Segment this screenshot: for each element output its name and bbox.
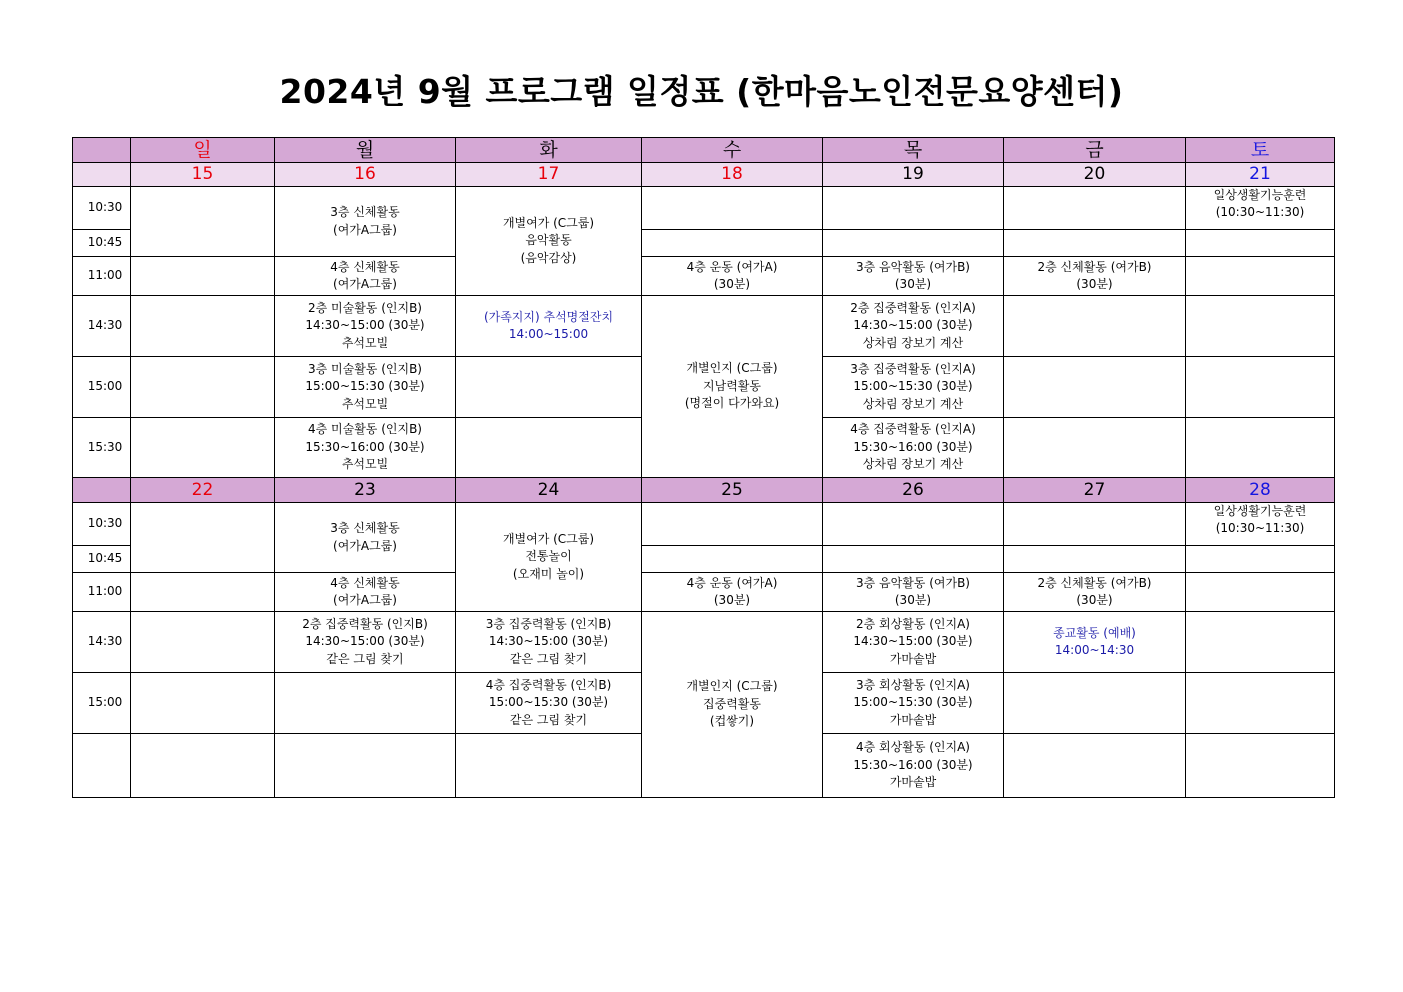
week1-date-row	[73, 163, 1335, 187]
date-blank	[73, 478, 131, 503]
schedule-cell	[131, 673, 275, 734]
schedule-cell	[131, 418, 275, 478]
schedule-cell	[1186, 187, 1335, 230]
schedule-cell	[456, 612, 642, 673]
time-label: 15:30	[73, 418, 131, 478]
schedule-cell	[1004, 230, 1186, 257]
time-label: 10:30	[73, 187, 131, 230]
event-text: (오재미 놀이)	[512, 566, 585, 581]
schedule-cell	[275, 503, 456, 573]
schedule-cell	[823, 734, 1004, 798]
table-row	[73, 296, 1335, 357]
table-row	[73, 573, 1335, 612]
schedule-cell	[456, 418, 642, 478]
event-text: 2층 미술활동 (인지B)	[307, 300, 422, 315]
schedule-cell	[456, 357, 642, 418]
event-text: 종교활동 (예배)	[1053, 625, 1136, 640]
schedule-cell	[1004, 573, 1186, 612]
event-text: 3층 음악활동 (여가B)	[855, 259, 970, 274]
schedule-cell	[1186, 230, 1335, 257]
event-text: 2층 신체활동 (여가B)	[1037, 575, 1152, 590]
event-text: 15:00~15:30 (30분)	[853, 379, 973, 394]
event-text: 14:30~15:00 (30분)	[853, 318, 973, 333]
schedule-cell	[1004, 546, 1186, 573]
schedule-cell	[456, 296, 642, 357]
event-text: 2층 집중력활동 (인지B)	[302, 616, 428, 631]
time-label: 11:00	[73, 573, 131, 612]
table-row	[73, 187, 1335, 230]
schedule-cell	[1004, 257, 1186, 296]
schedule-cell	[456, 673, 642, 734]
schedule-cell	[1186, 612, 1335, 673]
schedule-cell	[275, 673, 456, 734]
event-text: (30분)	[713, 593, 751, 607]
schedule-cell	[1186, 573, 1335, 612]
event-text: (여가A그룹)	[333, 593, 397, 607]
schedule-cell	[131, 734, 275, 798]
day-friday: 금	[1004, 138, 1186, 163]
event-text: 4층 운동 (여가A)	[686, 575, 778, 590]
date-cell: 21	[1186, 163, 1335, 187]
schedule-cell	[456, 187, 642, 296]
schedule-cell	[131, 503, 275, 573]
page-title: 2024년 9월 프로그램 일정표 (한마음노인전문요양센터)	[279, 72, 1124, 111]
event-text: 가마솥밥	[889, 712, 937, 727]
schedule-cell	[823, 546, 1004, 573]
event-text: 14:30~15:00 (30분)	[305, 318, 425, 333]
event-text: (음악감상)	[520, 250, 577, 265]
schedule-cell	[131, 296, 275, 357]
schedule-cell	[275, 187, 456, 257]
date-cell: 18	[642, 163, 823, 187]
schedule-cell	[823, 612, 1004, 673]
schedule-cell	[1186, 734, 1335, 798]
event-text: 음악활동	[525, 233, 572, 248]
schedule-cell	[823, 230, 1004, 257]
event-text: 4층 집중력활동 (인지A)	[850, 422, 976, 437]
schedule-cell	[642, 612, 823, 798]
event-text: 14:30~15:00 (30분)	[488, 634, 609, 649]
event-text: 2층 집중력활동 (인지A)	[850, 300, 976, 315]
schedule-cell	[823, 257, 1004, 296]
event-text: (30분)	[713, 277, 751, 291]
date-cell: 20	[1004, 163, 1186, 187]
table-row	[73, 503, 1335, 546]
week2-date-row	[73, 478, 1335, 503]
time-label: 10:45	[73, 546, 131, 573]
event-text: 같은 그림 찾기	[509, 712, 588, 727]
date-cell: 22	[131, 478, 275, 503]
event-text: 추석모빌	[341, 335, 389, 350]
event-text: 일상생활기능훈련	[1213, 188, 1307, 202]
schedule-cell	[1004, 296, 1186, 357]
event-text: (10:30~11:30)	[1215, 205, 1305, 220]
event-text: 가마솥밥	[889, 775, 937, 790]
event-text: 가마솥밥	[889, 651, 937, 666]
schedule-cell	[823, 673, 1004, 734]
schedule-cell	[131, 187, 275, 257]
date-cell: 19	[823, 163, 1004, 187]
schedule-cell	[1186, 418, 1335, 478]
schedule-cell	[275, 418, 456, 478]
schedule-cell	[1186, 503, 1335, 546]
day-thursday: 목	[823, 138, 1004, 163]
schedule-cell	[275, 257, 456, 296]
event-text: 14:00~14:30	[1054, 643, 1135, 657]
event-text: 개별여가 (C그룹)	[502, 531, 595, 546]
event-text: (여가A그룹)	[333, 277, 397, 291]
date-cell: 15	[131, 163, 275, 187]
event-text: (30분)	[894, 593, 932, 607]
date-cell: 27	[1004, 478, 1186, 503]
schedule-cell	[1186, 673, 1335, 734]
date-cell: 24	[456, 478, 642, 503]
table-row	[73, 612, 1335, 673]
time-label: 11:00	[73, 257, 131, 296]
event-text: 15:00~15:30 (30분)	[853, 695, 973, 710]
event-text: (30분)	[1076, 277, 1113, 291]
schedule-cell	[1186, 546, 1335, 573]
schedule-cell	[1186, 296, 1335, 357]
event-text: (가족지지) 추석명절잔치	[483, 309, 614, 324]
event-text: 4층 집중력활동 (인지B)	[485, 677, 612, 692]
schedule-cell	[823, 418, 1004, 478]
day-monday: 월	[275, 138, 456, 163]
event-text: 15:00~15:30 (30분)	[305, 379, 425, 394]
schedule-cell	[1004, 503, 1186, 546]
event-text: 개별인지 (C그룹)	[686, 679, 778, 694]
schedule-cell	[275, 612, 456, 673]
schedule-cell	[275, 573, 456, 612]
event-text: (10:30~11:30)	[1215, 521, 1305, 536]
event-text: (30분)	[894, 277, 932, 291]
time-label: 15:00	[73, 357, 131, 418]
time-label: 10:45	[73, 230, 131, 257]
schedule-cell	[1186, 357, 1335, 418]
event-text: 3층 집중력활동 (인지B)	[485, 616, 612, 631]
date-cell: 26	[823, 478, 1004, 503]
time-label: 10:30	[73, 503, 131, 546]
event-text: 2층 신체활동 (여가B)	[1037, 259, 1152, 274]
schedule-cell	[1004, 673, 1186, 734]
schedule-cell	[642, 503, 823, 546]
schedule-cell	[1004, 187, 1186, 230]
schedule-cell	[1004, 418, 1186, 478]
event-text: 4층 미술활동 (인지B)	[307, 422, 422, 437]
schedule-cell	[131, 257, 275, 296]
event-text: 3층 집중력활동 (인지A)	[850, 361, 976, 376]
event-text: 3층 회상활동 (인지A)	[856, 677, 970, 692]
day-header-blank	[73, 138, 131, 163]
event-text: 4층 신체활동	[330, 575, 400, 590]
date-cell: 25	[642, 478, 823, 503]
schedule-cell	[131, 357, 275, 418]
event-text: 상차림 장보기 계산	[862, 396, 964, 411]
event-text: (컵쌓기)	[709, 714, 755, 729]
event-text: (명절이 다가와요)	[684, 396, 780, 411]
schedule-cell	[275, 734, 456, 798]
event-text: 같은 그림 찾기	[509, 651, 588, 666]
event-text: 추석모빌	[341, 396, 389, 411]
table-row	[73, 257, 1335, 296]
date-cell: 23	[275, 478, 456, 503]
event-text: 3층 미술활동 (인지B)	[307, 361, 422, 376]
event-text: 같은 그림 찾기	[326, 651, 404, 666]
date-cell: 17	[456, 163, 642, 187]
date-cell: 16	[275, 163, 456, 187]
date-cell: 28	[1186, 478, 1335, 503]
schedule-cell	[642, 187, 823, 230]
schedule-cell	[642, 546, 823, 573]
schedule-cell	[1186, 257, 1335, 296]
event-text: 지남력활동	[703, 378, 761, 393]
time-label: 14:30	[73, 296, 131, 357]
event-text: 4층 운동 (여가A)	[686, 259, 778, 274]
event-text: 15:30~16:00 (30분)	[853, 439, 973, 454]
event-text: 상차림 장보기 계산	[862, 335, 964, 350]
schedule-cell	[823, 503, 1004, 546]
event-text: 2층 회상활동 (인지A)	[856, 616, 970, 631]
schedule-cell	[131, 612, 275, 673]
date-blank	[73, 163, 131, 187]
event-text: (여가A그룹)	[333, 538, 397, 553]
event-text: 개별인지 (C그룹)	[686, 361, 778, 376]
schedule-cell	[823, 357, 1004, 418]
schedule-cell	[823, 296, 1004, 357]
day-tuesday: 화	[456, 138, 642, 163]
day-sunday: 일	[131, 138, 275, 163]
event-text: 추석모빌	[341, 457, 389, 472]
event-text: 4층 회상활동 (인지A)	[856, 740, 970, 755]
event-text: 3층 신체활동	[330, 521, 400, 536]
event-text: 3층 신체활동	[330, 205, 400, 220]
event-text: 14:00~15:00	[508, 327, 589, 341]
event-text: 14:30~15:00 (30분)	[305, 634, 425, 649]
schedule-cell	[642, 230, 823, 257]
schedule-cell	[275, 296, 456, 357]
day-header-row	[73, 138, 1335, 163]
schedule-cell	[823, 187, 1004, 230]
event-text: 15:00~15:30 (30분)	[488, 695, 609, 710]
schedule-cell	[823, 573, 1004, 612]
event-text: 14:30~15:00 (30분)	[853, 634, 973, 649]
event-text: 상차림 장보기 계산	[862, 457, 964, 472]
schedule-table	[72, 137, 1335, 798]
day-wednesday: 수	[642, 138, 823, 163]
schedule-cell	[1004, 734, 1186, 798]
time-label: 14:30	[73, 612, 131, 673]
event-text: 4층 신체활동	[330, 259, 400, 274]
schedule-cell	[275, 357, 456, 418]
schedule-cell	[1004, 612, 1186, 673]
event-text: 3층 음악활동 (여가B)	[855, 575, 970, 590]
event-text: 전통놀이	[525, 549, 572, 564]
event-text: (여가A그룹)	[333, 222, 397, 237]
schedule-cell	[642, 573, 823, 612]
event-text: (30분)	[1076, 593, 1113, 607]
event-text: 집중력활동	[703, 696, 761, 711]
day-saturday: 토	[1186, 138, 1335, 163]
schedule-cell	[456, 734, 642, 798]
time-label: 15:00	[73, 673, 131, 734]
schedule-cell	[642, 257, 823, 296]
event-text: 15:30~16:00 (30분)	[853, 757, 973, 772]
schedule-cell	[1004, 357, 1186, 418]
event-text: 일상생활기능훈련	[1213, 504, 1307, 518]
schedule-cell	[642, 296, 823, 478]
schedule-cell	[456, 503, 642, 612]
time-label	[73, 734, 131, 798]
event-text: 개별여가 (C그룹)	[502, 215, 595, 230]
schedule-cell	[131, 573, 275, 612]
event-text: 15:30~16:00 (30분)	[305, 439, 425, 454]
